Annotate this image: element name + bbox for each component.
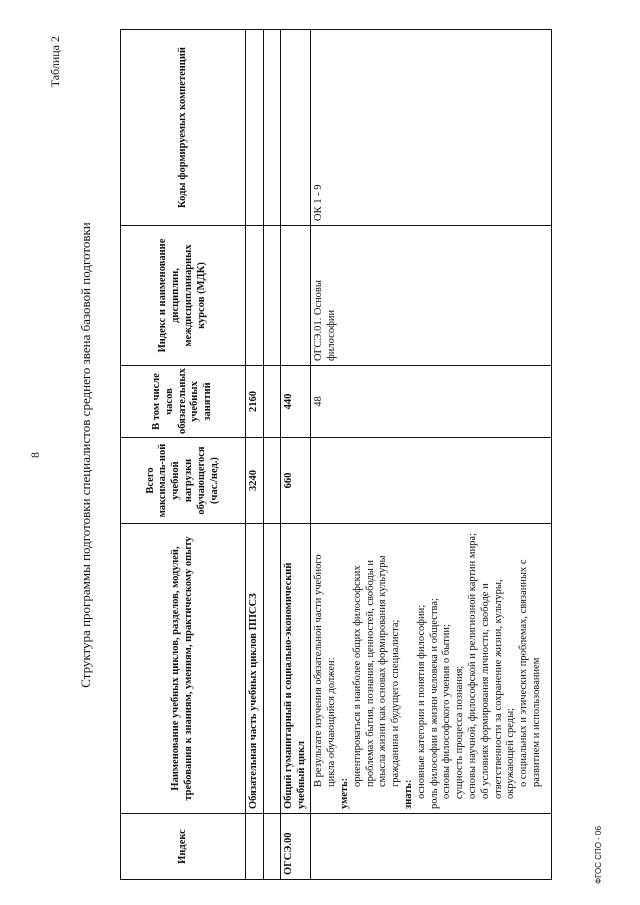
- footer-code: ФГОС СПО - 06: [594, 826, 603, 884]
- cell-max-load: 3240: [246, 438, 264, 524]
- cell-discipline: [246, 226, 264, 366]
- header-obligatory: В том числе часов обязательных учебных занятий: [121, 366, 246, 438]
- cell-obligatory: 48: [311, 366, 552, 438]
- umet-label: уметь:: [338, 777, 350, 809]
- table-title: Структура программы подготовки специалистов среднего звена базовой подготовки: [78, 222, 93, 688]
- landscape-page: [28, 30, 603, 884]
- header-max-load: Всего максималь-ной учебной нагрузки обучающегося (час./нед.): [121, 438, 246, 524]
- cell-obligatory: 440: [280, 366, 311, 438]
- znat-item: основы философского учения о бытии;: [441, 624, 453, 799]
- header-row: [121, 30, 246, 880]
- cell-description: [311, 524, 552, 814]
- header-name: Наименование учебных циклов, разделов, модулей, требования к знаниям, умениям, практическому опыту: [121, 524, 246, 814]
- rotated-page-area: [28, 30, 603, 884]
- table-row-ogse01: [311, 30, 552, 880]
- cell-index: ОГСЭ.00: [280, 814, 311, 880]
- cell-index: [311, 814, 552, 880]
- structure-table: [120, 29, 552, 880]
- znat-item: основы научной, философской и религиозной картин мира;: [466, 532, 478, 799]
- znat-item: основные категории и понятия философии;: [415, 604, 427, 799]
- znat-label: знать:: [402, 779, 414, 809]
- znat-item: сущность процесса познания;: [454, 665, 466, 799]
- page-number: 8: [28, 452, 42, 458]
- cell-discipline: ОГСЭ.01. Основы философии: [311, 226, 552, 366]
- umet-text: ориентироваться в наиболее общих философских проблемах бытия, познания, ценностей, свободы и смысла жизни как основах формирования культуры гражданина и будущего специалиста;: [351, 555, 402, 787]
- table-row-empty: [263, 30, 280, 880]
- header-discipline: Индекс и наименование дисциплин, междисциплинарных курсов (МДК): [121, 226, 246, 366]
- header-codes: Коды формируемых компетенций: [121, 30, 246, 226]
- cell-empty: [263, 366, 280, 438]
- cell-index: [246, 814, 264, 880]
- header-index: Индекс: [121, 814, 246, 880]
- cell-empty: [263, 226, 280, 366]
- table-row-ogse: [280, 30, 311, 880]
- cell-empty: [263, 524, 280, 814]
- cell-max-load: 660: [280, 438, 311, 524]
- cell-codes: [246, 30, 264, 226]
- intro-text: В результате изучения обязательной части учебного цикла обучающийся должен:: [313, 554, 338, 787]
- cell-empty: [263, 30, 280, 226]
- znat-item: об условиях формирования личности, свободе и ответственности за сохранение жизни, культуры, окружающей среды;: [479, 579, 517, 799]
- znat-item: о социальных и этических проблемах, связанных с развитием и использованием: [518, 559, 542, 787]
- cell-discipline: [280, 226, 311, 366]
- cell-name: Общий гуманитарный и социально-экономический учебный цикл: [280, 524, 311, 814]
- cell-codes: ОК 1 - 9: [311, 30, 552, 226]
- znat-item: роль философии в жизни человека и общества;: [428, 598, 440, 809]
- cell-codes: [280, 30, 311, 226]
- table-row-mandatory: [246, 30, 264, 880]
- cell-empty: [263, 814, 280, 880]
- cell-name: Обязательная часть учебных циклов ППССЗ: [246, 524, 264, 814]
- table-label: Таблица 2: [48, 36, 62, 88]
- cell-obligatory: 2160: [246, 366, 264, 438]
- cell-empty: [263, 438, 280, 524]
- cell-max-load: [311, 438, 552, 524]
